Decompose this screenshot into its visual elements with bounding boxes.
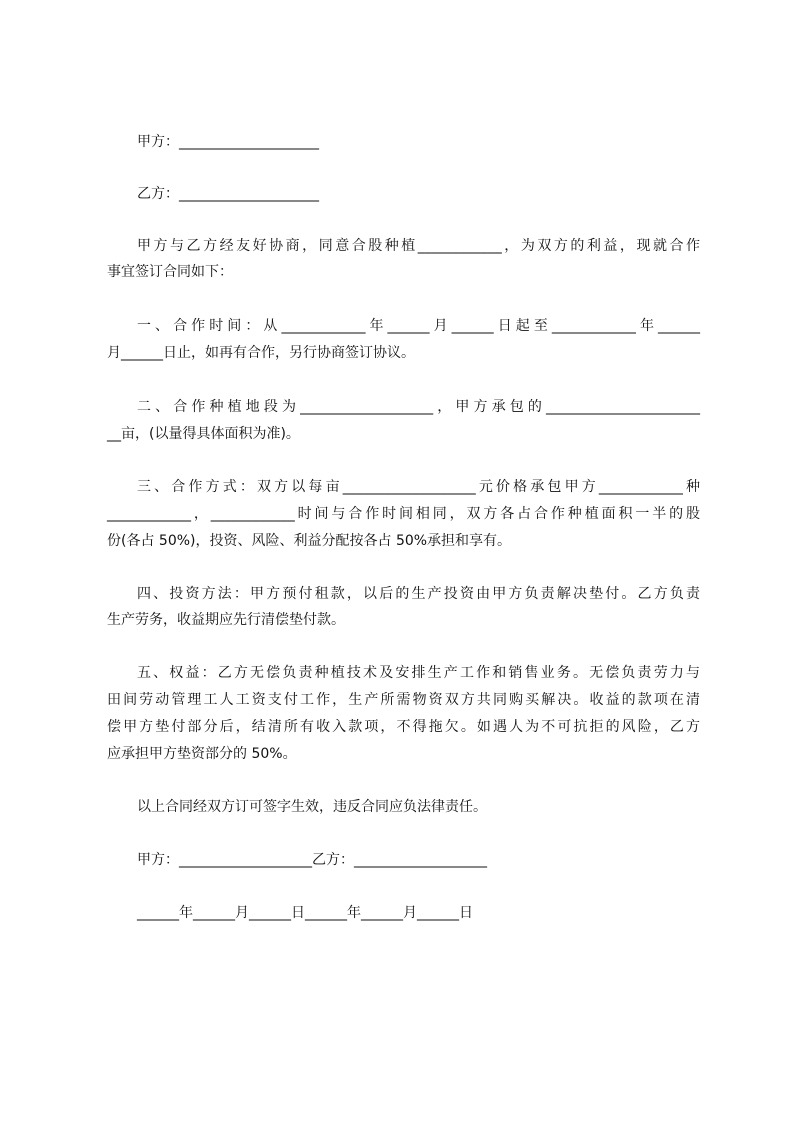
party-b-line: 乙方：____________________ — [137, 186, 319, 202]
date-line: ______年______月______日______年______月______日 — [137, 905, 473, 921]
clause5-line: 偿甲方垫付部分后，结清所有收入款项，不得拖欠。如遇人为不可抗拒的风险，乙方 — [107, 719, 700, 735]
signature-line: 甲方：___________________乙方：___________________ — [137, 852, 487, 868]
clause3-line: 份(各占 50%)，投资、风险、利益分配按各占 50%承担和享有。 — [107, 533, 512, 549]
clause3-line: 三、合作方式：双方以每亩___________________元价格承包甲方____________种 — [137, 479, 700, 495]
clause5-line: 应承担甲方垫资部分的 50%。 — [107, 746, 297, 762]
clause5-line: 五、权益：乙方无偿负责种植技术及安排生产工作和销售业务。无偿负责劳力与 — [137, 665, 700, 681]
closing-statement: 以上合同经双方订可签字生效，违反合同应负法律责任。 — [137, 799, 487, 815]
intro-line: 甲方与乙方经友好协商，同意合股种植____________，为双方的利益，现就合作 — [137, 238, 700, 254]
clause1-line: 月______日止，如再有合作，另行协商签订协议。 — [107, 345, 415, 361]
intro-line: 事宜签订合同如下： — [107, 264, 233, 280]
clause1-line: 一、合作时间：从____________年______月______日起至____________年______ — [137, 318, 700, 334]
clause2-line: __亩，(以量得具体面积为准)。 — [107, 426, 300, 442]
clause5-line: 田间劳动管理工人工资支付工作，生产所需物资双方共同购买解决。收益的款项在清 — [107, 692, 700, 708]
clause2-line: 二、合作种植地段为___________________，甲方承包的______________________ — [137, 399, 700, 415]
party-a-line: 甲方：____________________ — [137, 134, 319, 150]
clause4-line: 生产劳务，收益期应先行清偿垫付款。 — [107, 612, 345, 628]
clause3-line: ____________，____________时间与合作时间相同，双方各占合作种植面积一半的股 — [107, 506, 700, 522]
clause4-line: 四、投资方法：甲方预付租款，以后的生产投资由甲方负责解决垫付。乙方负责 — [137, 586, 700, 602]
